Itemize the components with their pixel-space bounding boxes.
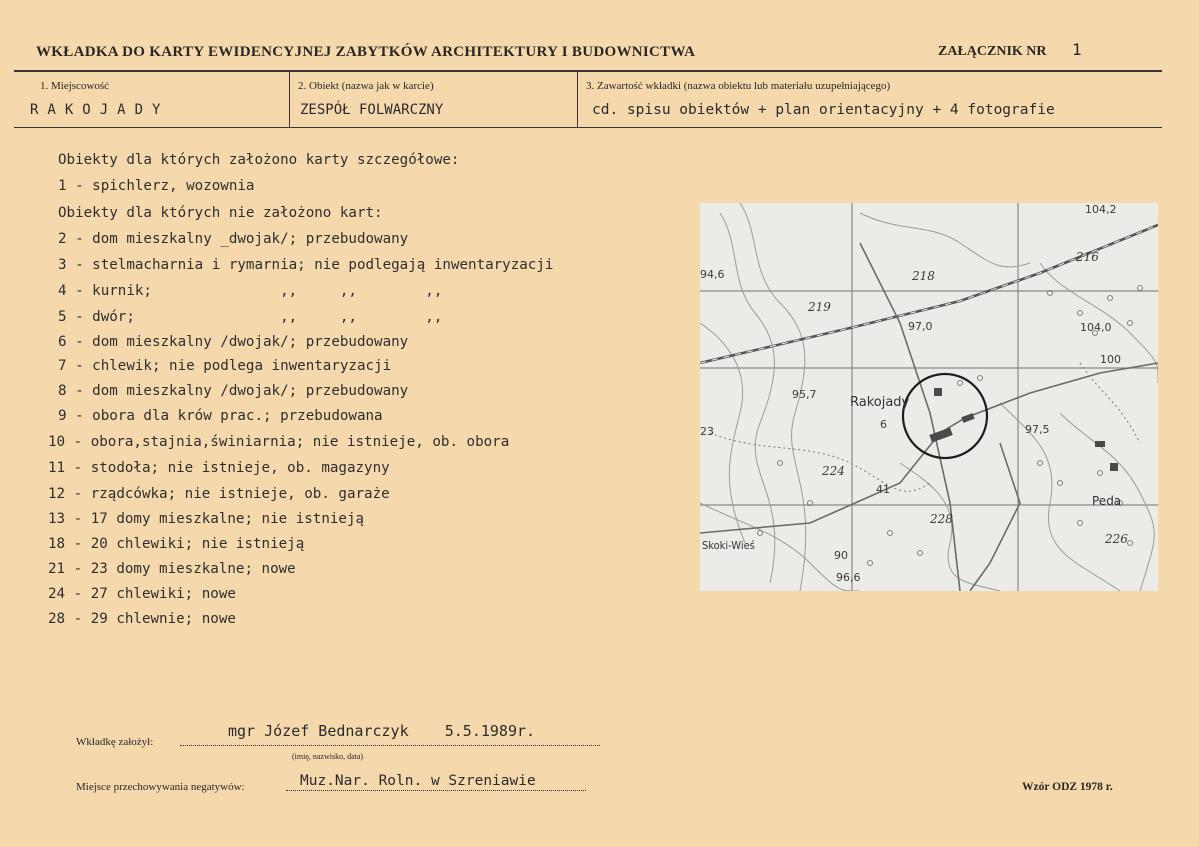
top-rule <box>14 70 1162 72</box>
list-item: 28 - 29 chlewnie; nowe <box>48 611 236 627</box>
list-item: 21 - 23 domy mieszkalne; nowe <box>48 561 296 577</box>
svg-text:6: 6 <box>880 418 887 431</box>
svg-text:216: 216 <box>1076 250 1099 264</box>
storage-value: Muz.Nar. Roln. w Szreniawie <box>300 773 536 789</box>
fields-bottom-rule <box>14 127 1162 128</box>
topographic-map-drawing <box>700 203 1158 591</box>
svg-text:90: 90 <box>834 549 848 562</box>
list-line-heading-detailed: Obiekty dla których założono karty szczegółowe: <box>58 152 460 168</box>
list-item: 8 - dom mieszkalny /dwojak/; przebudowany <box>58 383 409 399</box>
svg-text:104,2: 104,2 <box>1085 203 1117 216</box>
svg-text:224: 224 <box>822 464 845 478</box>
annex-label: ZAŁĄCZNIK NR <box>938 44 1047 59</box>
list-item: 3 - stelmacharnia i rymarnia; nie podlegają inwentaryzacji <box>58 257 554 273</box>
svg-text:94,6: 94,6 <box>700 268 725 281</box>
svg-text:218: 218 <box>912 269 935 283</box>
list-item: 7 - chlewik; nie podlega inwentaryzacji <box>58 358 392 374</box>
svg-text:97,0: 97,0 <box>908 320 933 333</box>
svg-text:219: 219 <box>808 300 831 314</box>
object-label: 2. Obiekt (nazwa jak w karcie) <box>298 80 434 92</box>
place-value: RAKOJADY <box>30 102 170 118</box>
list-item: 9 - obora dla krów prac.; przebudowana <box>58 408 383 424</box>
list-item: 24 - 27 chlewiki; nowe <box>48 586 236 602</box>
list-item: 18 - 20 chlewiki; nie istnieją <box>48 536 305 552</box>
map-label-skoki: Skoki-Wieś <box>702 539 755 552</box>
svg-text:96,6: 96,6 <box>836 571 861 584</box>
svg-text:23: 23 <box>700 425 714 438</box>
list-item: 11 - stodoła; nie istnieje, ob. magazyny <box>48 460 390 476</box>
content-value: cd. spisu obiektów + plan orientacyjny + 4 fotografie <box>592 102 1055 118</box>
list-item: 1 - spichlerz, wozownia <box>58 178 255 194</box>
storage-label: Miejsce przechowywania negatywów: <box>76 781 245 793</box>
list-item: 2 - dom mieszkalny _dwojak/; przebudowany <box>58 231 409 247</box>
svg-text:104,0: 104,0 <box>1080 321 1112 334</box>
founder-dotted-line <box>180 745 600 746</box>
svg-text:97,5: 97,5 <box>1025 423 1050 436</box>
founder-note: (imię, nazwisko, data) <box>292 752 364 761</box>
storage-dotted-line <box>286 790 586 791</box>
list-line-heading-no-cards: Obiekty dla których nie założono kart: <box>58 205 383 221</box>
field-divider-2 <box>577 72 578 127</box>
svg-text:226: 226 <box>1105 532 1128 546</box>
orientation-map <box>700 203 1158 591</box>
form-code: Wzór ODZ 1978 r. <box>1022 781 1113 793</box>
founder-value: mgr Józef Bednarczyk 5.5.1989r. <box>228 722 536 740</box>
svg-text:95,7: 95,7 <box>792 388 817 401</box>
place-label: 1. Miejscowość <box>40 80 110 92</box>
annex-number: 1 <box>1072 40 1082 59</box>
object-value: ZESPÓŁ FOLWARCZNY <box>300 102 444 118</box>
list-item: 5 - dwór; ,, ,, ,, <box>58 309 443 325</box>
map-label-peda: Peda <box>1092 494 1122 508</box>
svg-text:41: 41 <box>876 483 890 496</box>
content-label: 3. Zawartość wkładki (nazwa obiektu lub materiału uzupełniającego) <box>586 80 891 92</box>
field-divider-1 <box>289 72 290 127</box>
map-label-rakojady: Rakojady <box>850 395 910 410</box>
svg-text:100: 100 <box>1100 353 1121 366</box>
list-item: 10 - obora,stajnia,świniarnia; nie istnieje, ob. obora <box>48 434 510 450</box>
form-title: WKŁADKA DO KARTY EWIDENCYJNEJ ZABYTKÓW ARCHITEKTURY I BUDOWNICTWA <box>36 44 696 60</box>
svg-text:228: 228 <box>930 512 953 526</box>
list-item: 13 - 17 domy mieszkalne; nie istnieją <box>48 511 365 527</box>
list-item: 4 - kurnik; ,, ,, ,, <box>58 283 443 299</box>
list-item: 12 - rządcówka; nie istnieje, ob. garaże <box>48 486 390 502</box>
founder-label: Wkładkę założył: <box>76 736 154 748</box>
list-item: 6 - dom mieszkalny /dwojak/; przebudowany <box>58 334 409 350</box>
